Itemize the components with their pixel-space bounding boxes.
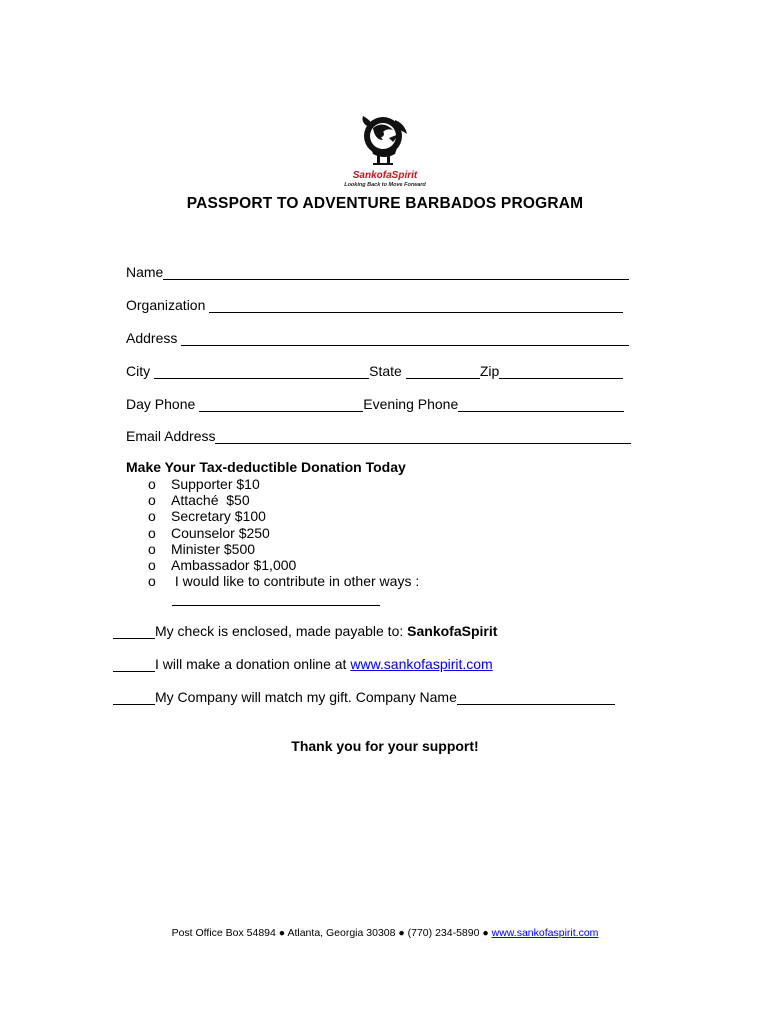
check-payee: SankofaSpirit <box>407 623 498 639</box>
zip-input-line[interactable] <box>499 364 623 379</box>
match-row <box>113 689 615 705</box>
organization-row <box>126 297 623 313</box>
logo-tagline: Looking Back to Move Forward <box>344 182 426 188</box>
option-bullet: o <box>148 557 156 574</box>
option-label: Supporter $10 <box>171 476 260 492</box>
city-input-line[interactable] <box>154 364 369 379</box>
day-phone-label: Day Phone <box>126 396 196 412</box>
address-label: Address <box>126 330 178 346</box>
online-text: I will make a donation online at <box>155 656 351 672</box>
footer-website-link[interactable]: www.sankofaspirit.com <box>491 927 599 939</box>
check-blank[interactable] <box>113 624 155 639</box>
thank-you-text: Thank you for your support! <box>291 738 479 754</box>
check-row <box>113 623 497 639</box>
address-row <box>126 330 629 346</box>
name-label: Name <box>126 264 164 280</box>
state-input-line[interactable] <box>406 364 480 379</box>
footer-address: Post Office Box 54894 ● Atlanta, Georgia 30308 ● (770) 234-5890 ● <box>171 927 492 939</box>
address-input-line[interactable] <box>181 331 629 346</box>
donation-option-counselor[interactable] <box>148 525 419 541</box>
page-title: PASSPORT TO ADVENTURE BARBADOS PROGRAM <box>186 195 584 212</box>
name-row <box>126 264 629 280</box>
state-label: State <box>369 363 402 379</box>
logo-brand-name: SankofaSpirit <box>352 170 418 181</box>
company-name-input-line[interactable] <box>457 690 615 705</box>
name-input-line[interactable] <box>163 265 629 280</box>
zip-label: Zip <box>479 363 500 379</box>
city-label: City <box>126 363 151 379</box>
email-label: Email Address <box>126 428 216 444</box>
donation-option-attache[interactable] <box>148 492 419 508</box>
online-donation-link[interactable]: www.sankofaspirit.com <box>350 656 493 672</box>
option-label: Counselor $250 <box>171 524 270 541</box>
phone-row <box>126 396 624 412</box>
sankofaspirit-logo <box>337 108 433 190</box>
online-blank[interactable] <box>113 657 155 672</box>
option-label: Ambassador $1,000 <box>171 557 297 574</box>
donation-options-list <box>148 476 419 589</box>
donation-option-supporter[interactable] <box>148 476 419 492</box>
donation-heading: Make Your Tax-deductible Donation Today <box>126 459 406 475</box>
organization-label: Organization <box>126 297 206 313</box>
email-input-line[interactable] <box>215 429 631 444</box>
option-bullet: o <box>148 573 156 590</box>
donation-option-other[interactable] <box>148 573 419 589</box>
option-label: I would like to contribute in other ways : <box>171 573 420 590</box>
check-text: My check is enclosed, made payable to: <box>155 623 408 639</box>
organization-input-line[interactable] <box>209 298 623 313</box>
evening-phone-input-line[interactable] <box>458 397 624 412</box>
email-row <box>126 428 631 444</box>
option-bullet: o <box>148 492 156 509</box>
other-contribution-input-line[interactable] <box>172 605 380 606</box>
day-phone-input-line[interactable] <box>199 397 363 412</box>
footer <box>0 927 770 939</box>
donation-option-secretary[interactable] <box>148 508 419 524</box>
city-state-zip-row <box>126 363 623 379</box>
option-label: Secretary $100 <box>171 508 266 525</box>
option-bullet: o <box>148 540 156 557</box>
evening-phone-label: Evening Phone <box>363 396 459 412</box>
match-blank[interactable] <box>113 690 155 705</box>
donation-option-minister[interactable] <box>148 541 419 557</box>
donation-option-ambassador[interactable] <box>148 557 419 573</box>
sankofa-bird-icon <box>337 108 433 170</box>
option-label: Attaché $50 <box>171 492 250 509</box>
option-label: Minister $500 <box>171 540 256 557</box>
match-text: My Company will match my gift. Company Name <box>155 689 457 705</box>
online-row <box>113 656 493 672</box>
option-bullet: o <box>148 476 156 492</box>
option-bullet: o <box>148 524 156 541</box>
option-bullet: o <box>148 508 156 525</box>
